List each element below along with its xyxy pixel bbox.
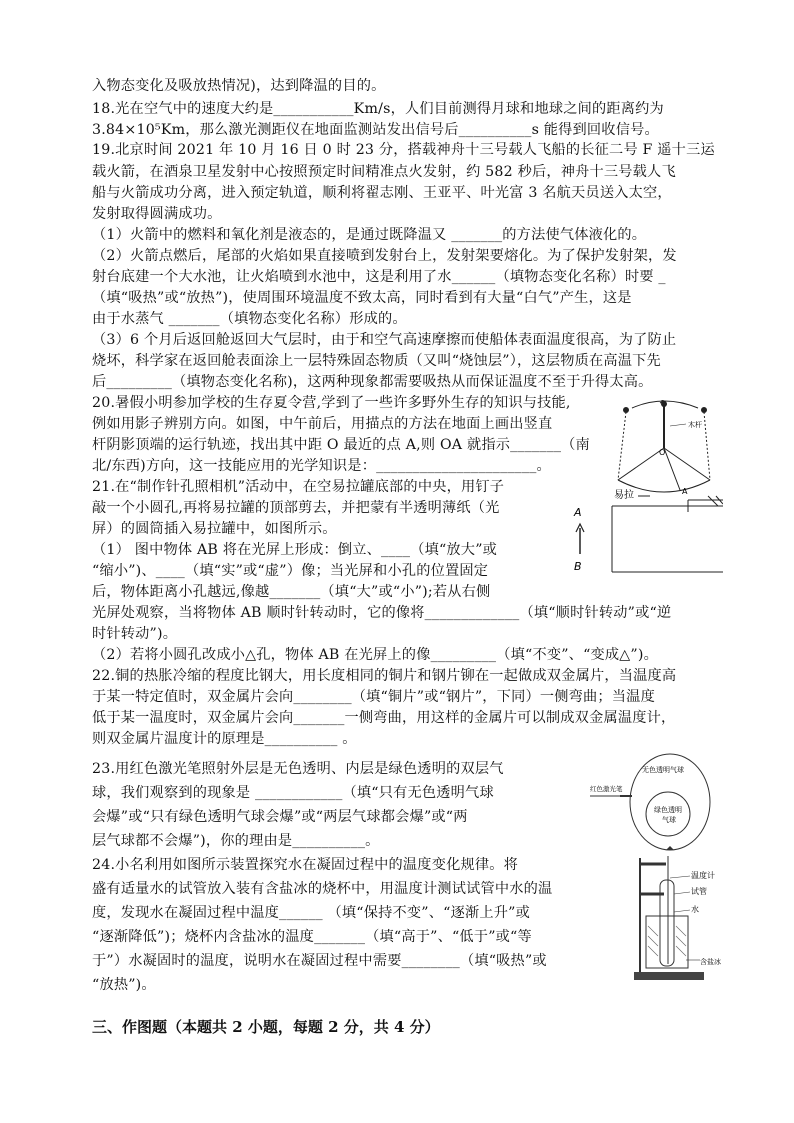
shadow-trajectory-figure <box>610 400 720 496</box>
point-o-label: O <box>659 448 666 457</box>
question-24-line: 24.小名利用如图所示装置探究水在凝固过程中的温度变化规律。将 <box>92 857 519 873</box>
question-23-line: 23.用红色激光笔照射外层是无色透明、内层是绿色透明的双层气 <box>92 761 504 777</box>
section-title: 三、作图题（本题共 2 小题，每题 2 分，共 4 分） <box>92 1018 440 1036</box>
question-21-1-line: （1） 图中物体 AB 将在光屏上形成：倒立、____（填“放大”或 <box>92 542 498 558</box>
question-19-3-line: （3）6 个月后返回舱返回大气层时，由于和空气高速摩擦而使船体表面温度很高，为了防止 <box>92 332 677 348</box>
question-23-line: 层气球都不会爆”)，你的理由是__________。 <box>92 833 380 849</box>
question-19-2-line: （填“吸热”或“放热”)，使周围环境温度不致太高，同时看到有大量“白气”产生，这是 <box>92 290 632 306</box>
question-21-line: 21.在“制作针孔照相机”活动中，在空易拉罐底部的中央，用钉子 <box>92 479 505 495</box>
question-19-2-line: 射台底建一个大水池，让火焰喷到水池中，这是利用了水______（填物态变化名称）时要 _ <box>92 269 666 285</box>
question-19-1-line: （1）火箭中的燃料和氧化剂是液态的，是通过既降温又 _______的方法使气体液化的。 <box>92 227 647 243</box>
rod-label: 木杆 <box>688 421 702 429</box>
question-21-2-line: （2）若将小圆孔改成小△孔，物体 AB 在光屏上的像_________（填“不变”、“变成△”)。 <box>92 647 658 663</box>
question-21-1-line: 后，物体距离小孔越远,像越_______（填“大”或“小”);若从右侧 <box>92 584 491 600</box>
salted-ice-label: 含盐冰 <box>700 958 721 966</box>
question-24-line: 度，发现水在凝固过程中温度______ （填“保持不变”、“逐渐上升”或 <box>92 905 530 921</box>
water-label: 水 <box>691 905 699 914</box>
question-20-line: 例如用影子辨别方向。如图，中午前后，用描点的方法在地面上画出竖直 <box>92 416 553 432</box>
object-b-label: B <box>574 560 582 573</box>
question-24-line: 盛有适量水的试管放入装有含盐冰的烧杯中，用温度计测试试管中水的温 <box>92 881 553 897</box>
inner-balloon-label: 绿色透明 <box>654 806 682 814</box>
can-label: 易拉 <box>614 490 634 501</box>
question-21-1-line: 光屏处观察，当将物体 AB 顺时针转动时，它的像将_____________（填“顺时针转动”或“逆 <box>92 605 672 621</box>
question-22-line: 22.铜的热胀冷缩的程度比钢大，用长度相同的铜片和钢片铆在一起做成双金属片，当温度高 <box>92 668 677 684</box>
question-23-line: 球，我们观察到的现象是 ____________（填“只有无色透明气球 <box>92 785 494 801</box>
thermometer-label: 温度计 <box>691 871 715 880</box>
question-18-line: 3.84×10⁵Km，那么激光测距仪在地面监测站发出信号后__________s 能得到回收信号。 <box>92 122 659 138</box>
pinhole-camera-figure <box>568 484 723 576</box>
question-19-line: 载火箭，在酒泉卫星发射中心按照预定时间精准点火发射，约 582 秒后，神舟十三号载人飞 <box>92 164 676 180</box>
question-24-line: 于”）水凝固时的温度，说明水在凝固过程中需要________（填“吸热”或 <box>92 953 547 969</box>
object-a-label: A <box>574 506 582 519</box>
question-19-2-line: 由于水蒸气 _______（填物态变化名称）形成的。 <box>92 311 407 327</box>
question-18-line: 18.光在空气中的速度大约是___________Km/s，人们目前测得月球和地球之间的距离约为 <box>92 101 664 117</box>
point-a-label: A <box>682 487 688 496</box>
question-20-line: 20.暑假小明参加学校的生存夏令营,学到了一些许多野外生存的知识与技能, <box>92 395 571 411</box>
question-19-line: 19.北京时间 2021 年 10 月 16 日 0 时 23 分，搭载神舟十三号载人飞船的长征二号 F 遥十三运 <box>92 142 715 158</box>
question-22-line: 于某一特定值时，双金属片会向________（填“铜片”或“钢片”，下同）一侧弯曲；当温度 <box>92 689 655 705</box>
question-23-line: 会爆”或“只有绿色透明气球会爆”或“两层气球都会爆”或“两 <box>92 809 468 825</box>
question-21-line: 敲一个小圆孔,再将易拉罐的顶部剪去，并把蒙有半透明薄纸（光 <box>92 500 500 516</box>
question-22-line: 低于某一温度时，双金属片会向_______一侧弯曲，用这样的金属片可以制成双金属温度计， <box>92 710 676 726</box>
question-21-1-line: 时针转动”)。 <box>92 626 178 642</box>
question-19-3-line: 烧坏，科学家在返回舱表面涂上一层特殊固态物质（又叫“烧蚀层”），这层物质在高温下先 <box>92 353 661 369</box>
outer-balloon-label: 无色透明气球 <box>642 766 684 774</box>
inner-balloon-label-2: 气球 <box>662 816 676 824</box>
question-24-line: “逐渐降低”)；烧杯内含盐冰的温度_______（填“高于”、“低于”或“等 <box>92 929 532 945</box>
question-22-line: 则双金属片温度计的原理是__________ 。 <box>92 731 357 747</box>
question-24-line: “放热”)。 <box>92 977 156 993</box>
question-21-line: 屏）的圆筒插入易拉罐中，如图所示。 <box>92 521 337 537</box>
freezing-apparatus-figure <box>626 854 722 982</box>
test-tube-label: 试管 <box>691 887 707 896</box>
double-balloon-figure <box>588 752 718 856</box>
question-19-2-line: （2）火箭点燃后，尾部的火焰如果直接喷到发射台上，发射架要熔化。为了保护发射架，发 <box>92 248 677 264</box>
question-19-3-line: 后_________（填物态变化名称)，这两种现象都需要吸热从而保证温度不至于升得太高。 <box>92 374 653 390</box>
text-line: 入物态变化及吸放热情况)，达到降温的目的。 <box>92 78 386 94</box>
question-20-line: 北/东西)方向，这一技能应用的光学知识是：______________________。 <box>92 458 551 474</box>
question-19-line: 发射取得圆满成功。 <box>92 206 222 222</box>
question-21-1-line: “缩小”)、____（填“实”或“虚”）像；当光屏和小孔的位置固定 <box>92 563 489 579</box>
question-20-line: 杆阴影顶端的运行轨迹，找出其中距 O 最近的点 A,则 OA 就指示_______（南 <box>92 437 590 453</box>
laser-pointer-label: 红色激光笔 <box>590 785 623 793</box>
question-19-line: 船与火箭成功分离，进入预定轨道，顺利将翟志刚、王亚平、叶光富 3 名航天员送入太空， <box>92 185 672 201</box>
